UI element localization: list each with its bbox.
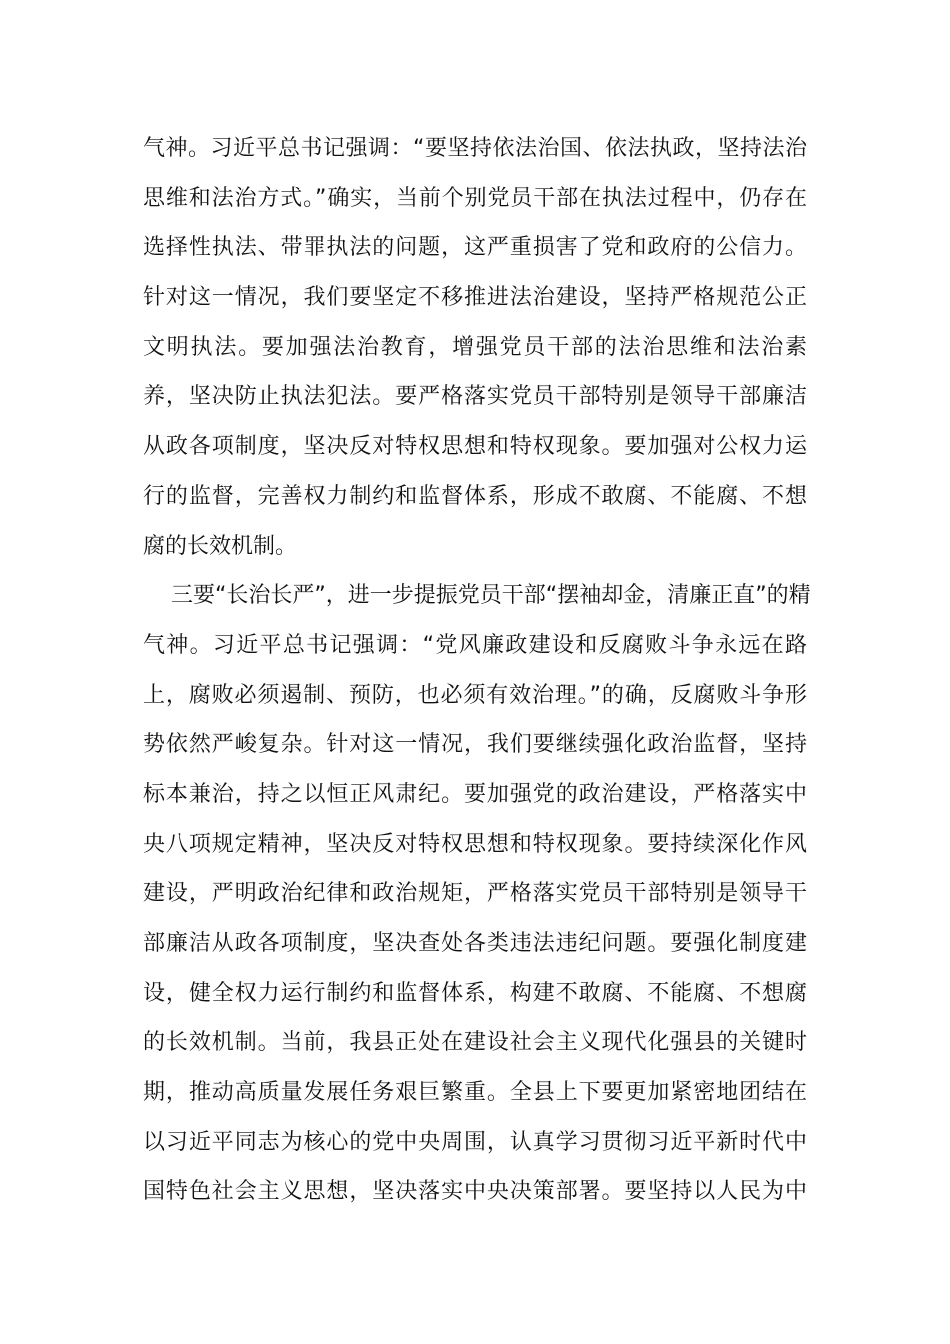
text-line: 央八项规定精神，坚决反对特权思想和特权现象。要持续深化作风 — [143, 831, 807, 857]
text-line: 腐的长效机制。 — [143, 533, 298, 559]
text-line: 思维和法治方式。”确实，当前个别党员干部在执法过程中，仍存在 — [143, 185, 807, 211]
text-line: 以习近平同志为核心的党中央周围，认真学习贯彻习近平新时代中 — [143, 1129, 807, 1155]
text-line: 气神。习近平总书记强调：“要坚持依法治国、依法执政，坚持法治 — [143, 136, 807, 161]
body-text — [143, 124, 811, 1217]
text-line: 上，腐败必须遏制、预防，也必须有效治理。”的确，反腐败斗争形 — [143, 682, 807, 708]
text-line: 标本兼治，持之以恒正风肃纪。要加强党的政治建设，严格落实中 — [143, 781, 807, 807]
paragraph-first-line: 三要“长治长严”，进一步提振党员干部“摆袖却金，清廉正直”的精 — [171, 583, 811, 609]
text-line: 的长效机制。当前，我县正处在建设社会主义现代化强县的关键时 — [143, 1030, 807, 1056]
text-line: 文明执法。要加强法治教育，增强党员干部的法治思维和法治素 — [143, 334, 807, 360]
text-line: 气神。习近平总书记强调：“党风廉政建设和反腐败斗争永远在路 — [143, 632, 807, 658]
text-line: 国特色社会主义思想，坚决落实中央决策部署。要坚持以人民为中 — [143, 1179, 807, 1205]
text-line: 行的监督，完善权力制约和监督体系，形成不敢腐、不能腐、不想 — [143, 483, 807, 509]
text-line: 养，坚决防止执法犯法。要严格落实党员干部特别是领导干部廉洁 — [143, 384, 807, 410]
text-line: 期，推动高质量发展任务艰巨繁重。全县上下要更加紧密地团结在 — [143, 1080, 807, 1106]
text-line: 部廉洁从政各项制度，坚决查处各类违法违纪问题。要强化制度建 — [143, 931, 807, 956]
text-line: 建设，严明政治纪律和政治规矩，严格落实党员干部特别是领导干 — [143, 881, 807, 907]
text-line: 从政各项制度，坚决反对特权思想和特权现象。要加强对公权力运 — [143, 434, 807, 460]
text-line: 针对这一情况，我们要坚定不移推进法治建设，坚持严格规范公正 — [143, 285, 807, 311]
text-line: 设，健全权力运行制约和监督体系，构建不敢腐、不能腐、不想腐 — [143, 980, 807, 1006]
text-line: 势依然严峻复杂。针对这一情况，我们要继续强化政治监督，坚持 — [143, 732, 807, 758]
text-line: 选择性执法、带罪执法的问题，这严重损害了党和政府的公信力。 — [143, 235, 807, 261]
